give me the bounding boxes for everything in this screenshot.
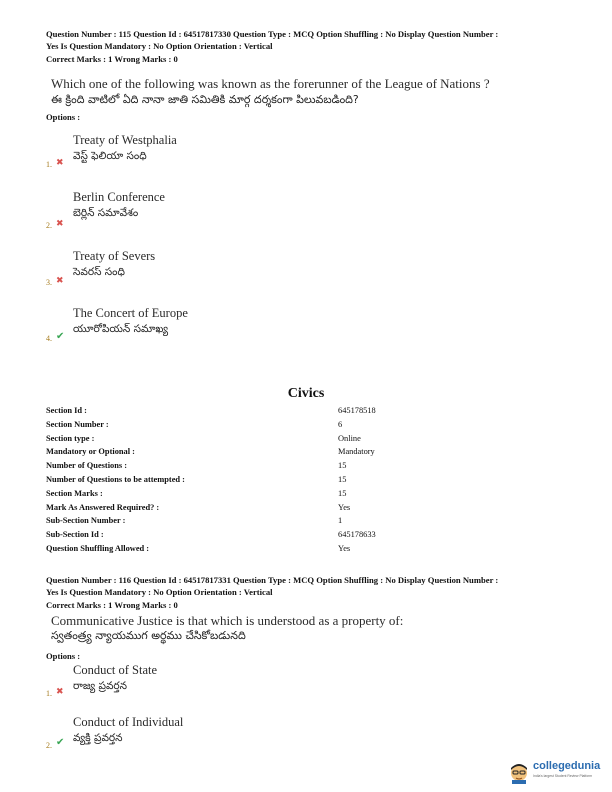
section-key: Sub-Section Number : (46, 516, 126, 526)
option-text-te: వెస్ట్ ఫెలియా సంధి (73, 150, 147, 162)
section-details (46, 406, 446, 558)
q115-marks: Correct Marks : 1 Wrong Marks : 0 (46, 53, 178, 64)
q115-option-2 (44, 190, 344, 234)
section-value: 1 (338, 516, 343, 526)
section-value: 6 (338, 419, 343, 429)
q115-question-te: ఈ క్రింది వాటిలో ఏది నానా జాతి సమితికి మార్గ దర్శకంగా పిలువబడింది? (51, 93, 359, 106)
section-value: 645178633 (338, 530, 376, 540)
student-mascot-icon (508, 760, 530, 784)
section-title: Civics (287, 386, 325, 401)
q115-option-1 (44, 133, 344, 177)
section-row (46, 461, 446, 475)
section-row (46, 530, 446, 544)
section-key: Mandatory or Optional : (46, 447, 135, 457)
section-value: Online (338, 433, 361, 443)
q116-question-en: Communicative Justice is that which is understood as a property of: (51, 613, 404, 628)
section-row (46, 516, 446, 530)
q115-question-en: Which one of the following was known as the forerunner of the League of Nations ? (51, 76, 490, 91)
option-number: 4. (46, 334, 52, 343)
section-row (46, 420, 446, 434)
option-text-en: The Concert of Europe (73, 306, 188, 320)
wrong-mark-icon: ✖ (56, 687, 64, 697)
section-key: Section Id : (46, 406, 87, 415)
section-value: 15 (338, 474, 347, 484)
section-key: Question Shuffling Allowed : (46, 543, 150, 553)
section-row (46, 434, 446, 448)
q116-meta (46, 574, 586, 611)
q115-meta (46, 28, 586, 65)
correct-check-icon: ✔ (56, 331, 65, 342)
wrong-mark-icon: ✖ (56, 276, 64, 286)
section-value: 645178518 (338, 406, 376, 415)
section-value: 15 (338, 461, 347, 471)
section-value: Yes (338, 543, 351, 553)
q115-options-label: Options : (46, 112, 81, 122)
section-row (46, 406, 446, 420)
option-text-en: Treaty of Westphalia (73, 133, 177, 147)
q116-marks: Correct Marks : 1 Wrong Marks : 0 (46, 599, 178, 610)
section-key: Section Marks : (46, 488, 103, 498)
collegedunia-logo (508, 758, 608, 788)
option-number: 1. (46, 689, 52, 698)
section-row (46, 503, 446, 517)
q116-meta-line1: Question Number : 116 Question Id : 64517817331 Question Type : MCQ Option Shuffling : No Display Question Number : (46, 575, 499, 585)
section-row (46, 475, 446, 489)
wrong-mark-icon: ✖ (56, 158, 64, 168)
section-key: Number of Questions to be attempted : (46, 474, 185, 484)
correct-check-icon: ✔ (56, 737, 65, 748)
option-text-te: బెర్లిన్ సమావేశం (73, 207, 139, 219)
option-text-en: Treaty of Severs (73, 249, 156, 263)
option-number: 2. (46, 741, 52, 750)
option-number: 3. (46, 278, 52, 287)
option-text-te: రాజ్య ప్రవర్తన (73, 680, 128, 692)
section-row (46, 544, 446, 558)
q115-option-3 (44, 249, 344, 293)
q116-meta-line2: Yes Is Question Mandatory : No Option Orientation : Vertical (46, 587, 273, 598)
section-value: Mandatory (338, 447, 375, 457)
q115-option-4 (44, 306, 344, 350)
section-value: Yes (338, 502, 351, 512)
section-key: Section type : (46, 433, 95, 443)
option-number: 2. (46, 221, 52, 230)
section-key: Number of Questions : (46, 461, 128, 471)
logo-tagline: India's largest Student Review Platform (533, 774, 593, 778)
q115-meta-line2: Yes Is Question Mandatory : No Option Orientation : Vertical (46, 41, 273, 52)
section-key: Section Number : (46, 419, 109, 429)
q116-option-1 (44, 663, 344, 707)
q116-option-2 (44, 715, 344, 759)
option-text-en: Conduct of Individual (73, 715, 184, 729)
q116-options-label: Options : (46, 651, 81, 661)
section-key: Sub-Section Id : (46, 530, 104, 540)
option-text-en: Conduct of State (73, 663, 158, 677)
wrong-mark-icon: ✖ (56, 219, 64, 229)
option-text-te: యూరోపియన్ సమాఖ్య (73, 323, 169, 335)
section-value: 15 (338, 488, 347, 498)
q116-question-te: స్వతంత్ర్య న్యాయముగ అర్థము చేసికోబడునది (51, 629, 246, 642)
section-row (46, 489, 446, 503)
logo-name: collegedunia (533, 760, 601, 772)
option-text-te: సెవరస్ సంధి (73, 266, 125, 278)
section-row (46, 447, 446, 461)
section-key: Mark As Answered Required? : (46, 502, 160, 512)
option-text-te: వ్యక్తి ప్రవర్తన (73, 732, 123, 744)
option-text-en: Berlin Conference (73, 190, 165, 204)
q115-meta-line1: Question Number : 115 Question Id : 64517817330 Question Type : MCQ Option Shuffling : No Display Question Number : (46, 29, 499, 39)
option-number: 1. (46, 160, 52, 169)
